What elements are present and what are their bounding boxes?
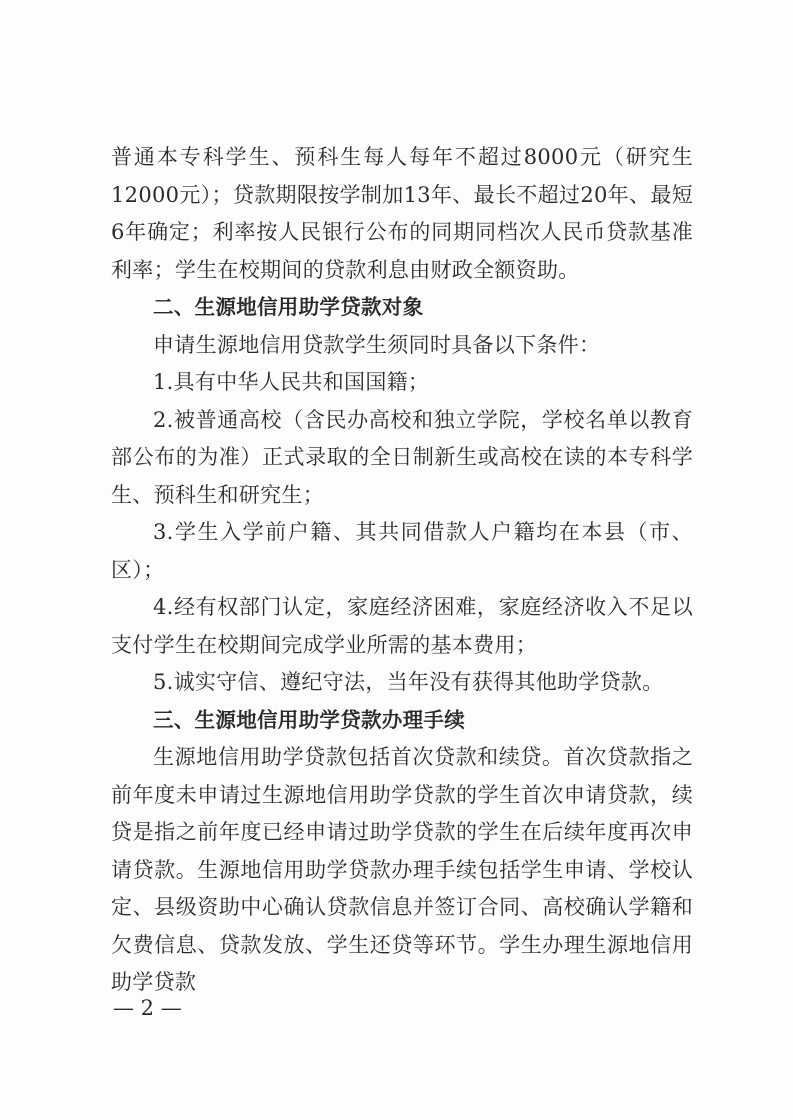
section-heading-3: 三、生源地信用助学贷款办理手续 bbox=[153, 707, 465, 732]
paragraph-conditions-intro: 申请生源地信用贷款学生须同时具备以下条件： bbox=[153, 332, 601, 357]
condition-item-2: 2.被普通高校（含民办高校和独立学院，学校名单以教育部公布的为准）正式录取的全日制新生或高校在读的本专科学生、预科生和研究生； bbox=[111, 407, 693, 507]
condition-item-4: 4.经有权部门认定，家庭经济困难，家庭经济收入不足以支付学生在校期间完成学业所需的基本费用； bbox=[111, 595, 693, 657]
condition-item-1: 1.具有中华人民共和国国籍； bbox=[153, 370, 430, 394]
condition-item-5: 5.诚实守信、遵纪守法，当年没有获得其他助学贷款。 bbox=[153, 670, 664, 694]
condition-item-3: 3.学生入学前户籍、其共同借款人户籍均在本县（市、区）； bbox=[111, 520, 693, 582]
document-body bbox=[111, 139, 693, 1002]
page-number: — 2 — bbox=[113, 996, 182, 1020]
paragraph-loan-amount: 普通本专科学生、预科生每人每年不超过8000元（研究生12000元）；贷款期限按学制加13年、最长不超过20年、最短6年确定；利率按人民银行公布的同期同档次人民币贷款基准利率；学生在校期间的贷款利息由财政全额资助。 bbox=[111, 145, 693, 282]
paragraph-procedure: 生源地信用助学贷款包括首次贷款和续贷。首次贷款指之前年度未申请过生源地信用助学贷款的学生首次申请贷款，续贷是指之前年度已经申请过助学贷款的学生在后续年度再次申请贷款。生源地信用助学贷款办理手续包括学生申请、学校认定、县级资助中心确认贷款信息并签订合同、高校确认学籍和欠费信息、贷款发放、学生还贷等环节。学生办理生源地信用助学贷款 bbox=[111, 745, 693, 994]
section-heading-2: 二、生源地信用助学贷款对象 bbox=[153, 295, 424, 319]
